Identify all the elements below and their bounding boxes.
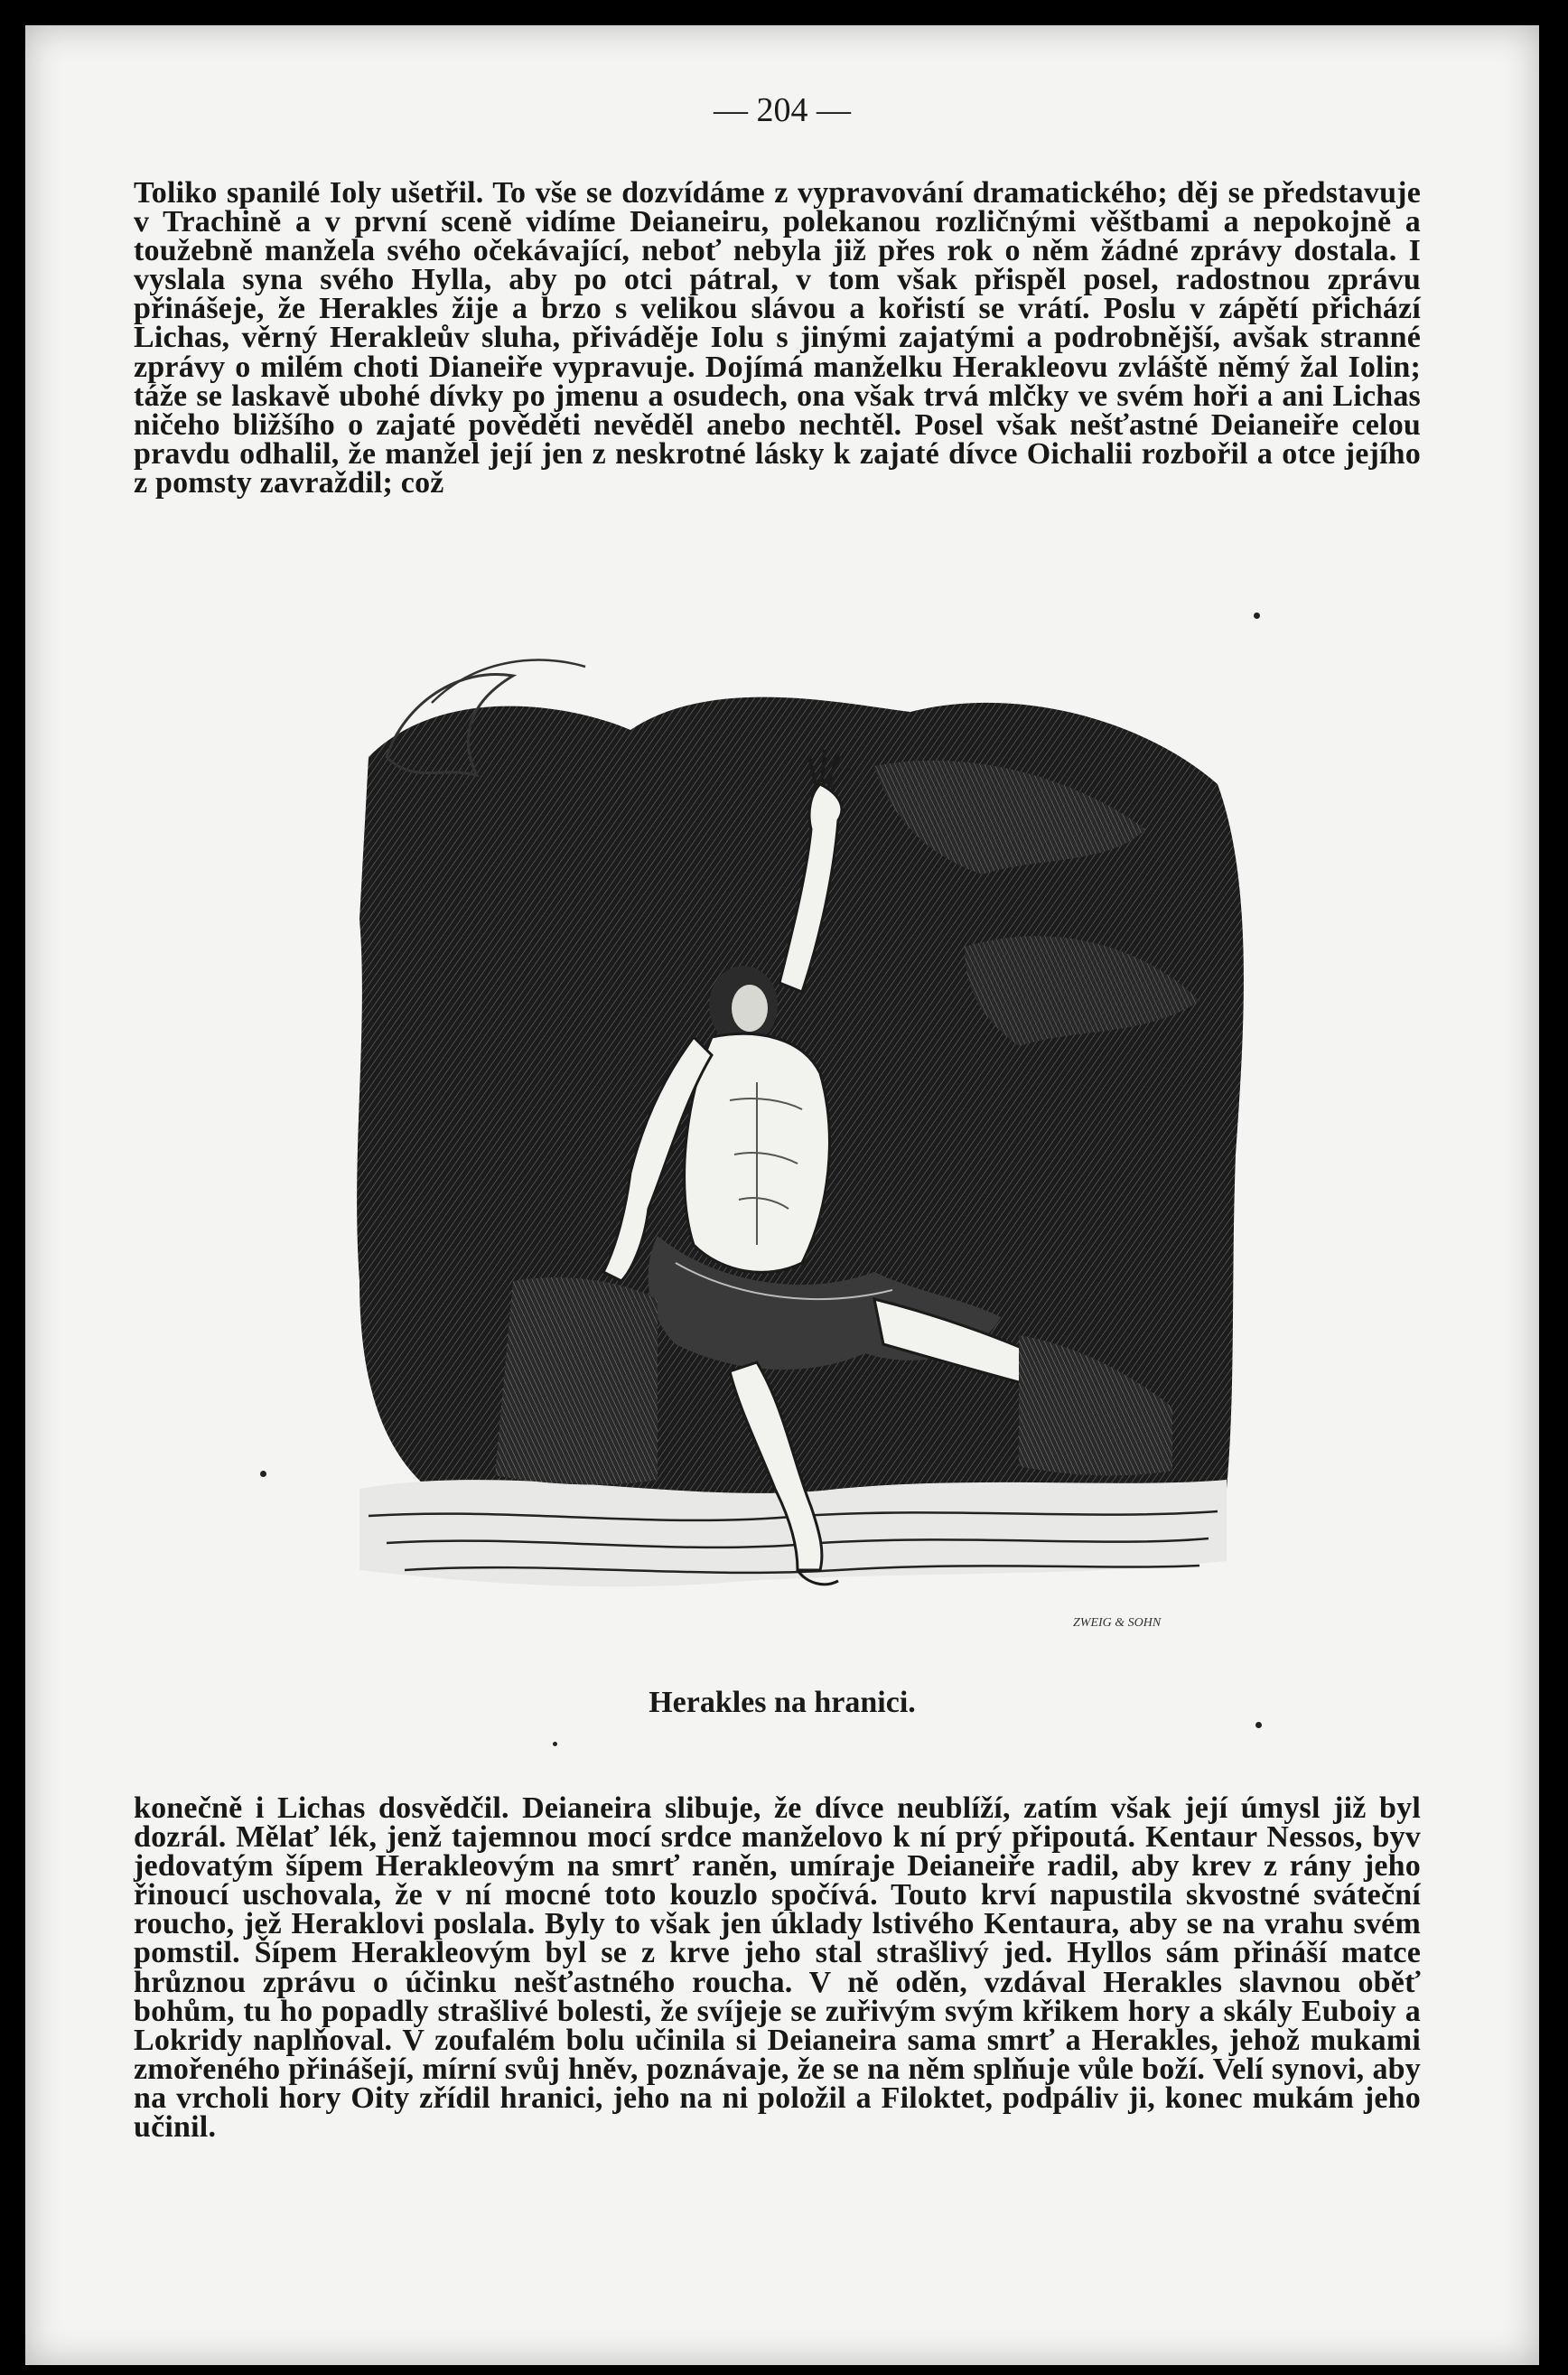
print-speck [553,1742,557,1746]
artist-signature: ZWEIG & SOHN [1073,1616,1162,1630]
body-text-bottom [134,1791,1421,2145]
print-speck [1254,612,1260,619]
body-text-top [134,176,1421,500]
illustration-herakles-pyre [332,649,1272,1678]
page-number: — 204 — [714,91,851,129]
paragraph-bottom: konečně i Lichas dosvědčil. Deianeira slibuje, že dívce neublíží, zatím však její úmysl již byl dozrál. Mělať lék, jenž tajemnou mocí srdce manželovo k ní prý připoutá. Kentaur Nessos, byv jedovatým šípem Herakleovým na smrť raněn, umíraje Deianeiře radil, aby krev z rány jeho řinoucí uschovala, že v ní mocné toto kouzlo spočívá. Touto krví napustila skvostné sváteční roucho, jež Heraklovi poslala. Byly to však jen úklady lstivého Kentaura, aby se na vrahu svém pomstil. Šípem Herakleovým byl se z krve jeho stal strašlivý jed. Hyllos sám přináší matce hrůznou zprávu o účinku nešťastného roucha. V ně oděn, vzdával Herakles slavnou oběť bohům, tu ho popadly strašlivé bolesti, že svíjeje se zuřivým svým křikem hory a skály Euboiy a Lokridy naplňoval. V zoufalém bolu učinila si Deianeira sama smrť a Herakles, jehož mukami zmořeného přinášejí, mírní svůj hněv, poznávaje, že se na něm splňuje vůle boží. Velí synovi, aby na vrcholi hory Oity zřídil hranici, jeho na ni položil a Filoktet, podpáliv ji, konec mukám jeho učinil. [134,1791,1421,2145]
paragraph-top: Toliko spanilé Ioly ušetřil. To vše se dozvídáme z vypravování dramatického; děj se představuje v Trachině a v první sceně vidíme Deianeiru, polekanou rozličnými věštbami a nepokojně a toužebně manžela svého očekávající, neboť nebyla již přes rok o něm žádné zprávy dostala. I vyslala syna svého Hylla, aby po otci pátral, v tom však přispěl posel, radostnou zprávu přinášeje, že Herakles žije a brzo s velikou slávou a kořistí se vrátí. Poslu v zápětí přichází Lichas, věrný Herakleův sluha, přiváděje Iolu s jinými zajatými a podrobnější, avšak stranné zprávy o milém choti Dianeiře vypravuje. Dojímá manželku Herakleovu zvláště němý žal Iolin; táže se laskavě ubohé dívky po jmenu a osudech, ona však trvá mlčky ve svém hoři a ani Lichas ničeho bližšího o zajaté pověděti nevěděl anebo nechtěl. Posel však nešťastné Deianeiře celou pravdu odhalil, že manžel její jen z neskrotné lásky k zajaté dívce Oichalii rozbořil a otce jejího z pomsty zavraždil; což [134,176,1421,500]
engraving-image [332,649,1272,1678]
figure-caption: Herakles na hranici. [649,1686,916,1719]
book-page [25,25,1539,2365]
print-speck [260,1471,266,1477]
print-speck [1255,1722,1262,1728]
